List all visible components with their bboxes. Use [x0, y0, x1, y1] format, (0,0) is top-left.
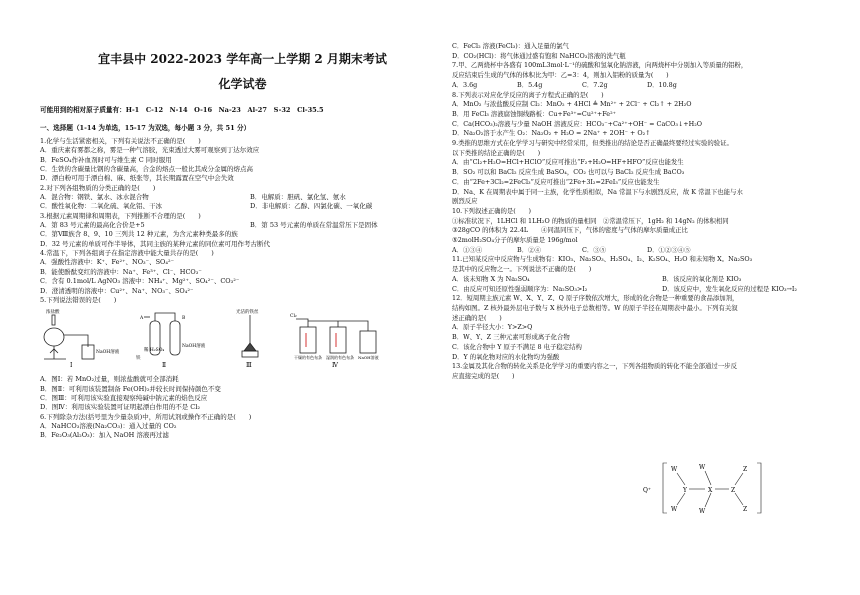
- text-line: 以下类推的结论正确的是( ): [452, 148, 541, 157]
- text-line: 10.下列叙述正确的是( ): [452, 206, 532, 215]
- struct-w1: W: [671, 466, 678, 473]
- text-line: C．该化合物中 Y 原子不满足 8 电子稳定结构: [452, 342, 582, 351]
- text-line: B．FeSO₄作补血剂时可与维生素 C 同时服用: [40, 155, 172, 164]
- left-column: [40, 0, 445, 595]
- question-block-2: [40, 375, 445, 440]
- struct-z2: Z: [743, 466, 748, 473]
- fig-ii-a-label: A: [140, 316, 144, 322]
- text-line: B．W、Y、Z 三种元素可形成离子化合物: [452, 333, 570, 342]
- text-line: C．Ca(HCO₃)₂溶液与少量 NaOH 溶液反应：HCO₃⁻+Ca²⁺+OH⁻ = CaCO₃↓+H₂O: [452, 119, 703, 128]
- text-line: 3.根据元素周期律和周期表，下列推断不合理的是( ): [40, 211, 201, 220]
- apparatus-iv: [296, 319, 376, 353]
- text-line: C．含有 0.1mol/L AgNO₃ 溶液中：NH₄⁺、Mg²⁺、SO₄²⁻、CO₃²⁻: [40, 277, 240, 286]
- text-line: C．由“2Fe+3Cl₂=2FeCl₃”反应可推出“2Fe+3I₂=2FeI₃”反应也能发生: [452, 177, 660, 186]
- text-line: ⑤2molH₂SO₄分子的摩尔质量是 196g/mol: [452, 236, 578, 245]
- text-line: 9.类推的思维方式在化学学习与研究中经常采用，但类推出的结论是否正确最终要经过实验的验证。: [452, 139, 733, 148]
- text-line: A．图Ⅰ：若 MnO₂过量，则浓盐酸就可全部消耗: [40, 375, 179, 384]
- apparatus-iii: [242, 315, 258, 357]
- text-line: 剧烈反应: [452, 197, 478, 206]
- text-line: B．图Ⅱ：可利用该装置制备 Fe(OH)₂并较长时间保持颜色不变: [40, 384, 221, 393]
- text-line: C．生铁的含碳量比钢的含碳量高，合金的熔点一般比其成分金属的熔点高: [40, 165, 253, 174]
- text-line: 8.下列表示对应化学反应的离子方程式正确的是( ): [452, 90, 604, 99]
- subject-title: 化学试卷: [218, 77, 267, 91]
- fig-label-i: Ⅰ: [70, 362, 73, 370]
- fig-i-hcl-label: 浓盐酸: [46, 310, 60, 316]
- question-block-1: [40, 137, 445, 305]
- text-line: D．32 号元素的单质可作半导体，其同主族的某种元素的同位素可用作考古断代: [40, 239, 271, 248]
- option-text: C．7.2g: [582, 80, 608, 89]
- option-text: B．该反应的氧化剂是 KIO₃: [662, 274, 742, 283]
- option-text: A．该未知物 X 为 Na₂SO₄: [452, 274, 530, 283]
- struct-w2: W: [671, 506, 678, 513]
- text-line: C．FeCl₂ 溶液(FeCl₃)：通入足量的氯气: [452, 42, 569, 50]
- option-row: [452, 246, 837, 256]
- text-line: C．第Ⅷ族含 8、9、10 三列共 12 种元素，为含元素种类最多的族: [40, 230, 238, 239]
- text-line: 述正确的是( ): [452, 313, 502, 322]
- text-line: A．MnO₂ 与浓盐酸反应制 Cl₂：MnO₂ + 4HCl ≜ Mn²⁺ + 2Cl⁻ + Cl₂↑ + 2H₂O: [452, 100, 692, 109]
- atomic-masses: 可能用到的相对原子质量有：H-1 C-12 N-14 O-16 Na-23 Al-27 S-32 Cl-35.5: [40, 106, 324, 114]
- option-text: D．10.8g: [647, 80, 677, 89]
- right-column: [452, 0, 837, 595]
- text-line: 应直接完成的是( ): [452, 371, 515, 380]
- fig-i-naoh-label: NaOH溶液: [96, 350, 120, 356]
- text-line: 是其中的反应物之一。下列说法不正确的是( ): [452, 265, 592, 274]
- text-line: A．重庆素有雾都之称，雾是一种气溶胶，光束透过大雾可观察到丁达尔效应: [40, 146, 260, 155]
- option-text: D．非电解质：乙醇、四氯化碳、一氧化碳: [250, 202, 373, 211]
- fig-label-iii: Ⅲ: [246, 362, 252, 370]
- option-text: D．①②③④⑤: [647, 245, 691, 254]
- text-line: A．由“Cl₂+H₂O=HCl+HClO”反应可推出“F₂+H₂O=HF+HFO”反应也能发生: [452, 158, 684, 167]
- text-line: 1.化学与生活紧密相关，下列有关说法不正确的是( ): [40, 137, 201, 145]
- text-line: D．Na、K 在周期表中属于同一主族，化学性质相似，Na 常温下与水剧烈反应，故 K 常温下也能与水: [452, 187, 743, 196]
- text-line: 11.已知某反应中反应物与生成物有：KIO₃、Na₂SO₃、H₂SO₄、I₂、K₂SO₄、H₂O 和未知物 X。Na₂SO₃: [452, 255, 753, 264]
- fig-iv-naoh-label: NaOH溶液: [358, 355, 379, 361]
- fig-label-iv: Ⅳ: [332, 362, 338, 370]
- struct-z1: Z: [731, 487, 736, 494]
- option-text: B．②④: [517, 245, 541, 254]
- fig-ii-fe-label: 铁: [136, 356, 141, 362]
- text-line: D．图Ⅳ：利用该实验装置可证明起漂白作用的不是 Cl₂: [40, 403, 200, 412]
- option-row: [40, 202, 445, 211]
- fig-iv-dry-label: 干燥的有色布条: [294, 355, 322, 361]
- option-row: [40, 193, 445, 202]
- option-text: A．①③④: [452, 245, 483, 254]
- text-line: 6.下列除杂方法(括号里为少量杂质)中，所用试剂或操作不正确的是( ): [40, 412, 252, 421]
- text-line: ③28gCO 的体积为 22.4L ④同温同压下，气体的密度与气体的摩尔质量成正比: [452, 226, 688, 235]
- text-line: D．漂白粉可用于漂白棉、麻、纸张等，其长期露置在空气中会失效: [40, 174, 234, 183]
- text-line: 2.对下列各组物质的分类正确的是( ): [40, 183, 156, 192]
- option-text: B．5.4g: [517, 80, 543, 89]
- option-text: C．由反应可知还原性强弱顺序为：Na₂SO₃>I₂: [452, 284, 588, 293]
- option-row: [452, 285, 837, 295]
- exam-title: 宜丰县中 2022-2023 学年高一上学期 2 月期末考试: [98, 52, 387, 66]
- fig-iv-wet-label: 湿润的有色布条: [326, 355, 354, 361]
- option-text: C．③⑤: [582, 245, 607, 254]
- struct-x: X: [708, 487, 713, 494]
- option-text: C．酸性氧化物：二氧化硫、氧化铝、干冰: [40, 202, 162, 211]
- apparatus-i: [44, 315, 94, 359]
- text-line: B．用 FeCl₃ 溶液腐蚀铜线路板：Cu+Fe³⁺=Cu²⁺+Fe²⁺: [452, 109, 617, 118]
- text-line: A．原子半径大小：Y>Z>Q: [452, 323, 533, 332]
- section-heading: 一、选择题（1-14 为单选，15-17 为双选，每小题 3 分，共 51 分）: [40, 124, 251, 132]
- experiment-figure: [40, 307, 400, 369]
- option-text: A．混合物：钢铁、氯水、冰水混合物: [40, 193, 149, 202]
- text-line: 4.常温下，下列各组离子在指定溶液中能大量共存的是( ): [40, 249, 214, 258]
- text-line: 12．短周期主族元素 W、X、Y、Z、Q 原子序数依次增大，形成的化合物是一种重要的食品添加剂，: [452, 294, 739, 303]
- text-line: 5.下列说法错误的是( ): [40, 295, 117, 304]
- text-line: A．强酸性溶液中：K⁺、Fe²⁺、NO₃⁻、SO₄²⁻: [40, 258, 174, 267]
- text-line: C．图Ⅲ：可利用该实验直接观察纯碱中钠元素的焰色反应: [40, 393, 208, 402]
- fig-ii-naoh-label: NaOH溶液: [182, 344, 206, 350]
- text-line: A．NaHCO₃溶液(Na₂CO₃)：通入过量的 CO₂: [40, 421, 177, 430]
- struct-y: Y: [683, 487, 687, 494]
- text-line: B．Fe₂O₃(Al₂O₃)：加入 NaOH 溶液再过滤: [40, 431, 169, 440]
- text-line: D．CO₂(HCl)：将气体通过盛有饱和 NaHCO₃溶液的洗气瓶: [452, 51, 626, 60]
- struct-q: Q⁺: [643, 487, 652, 494]
- text-line: ①标准状况下，1LHCl 和 1LH₂O 的物质的量相同 ②常温常压下，1gH₂ 和 14gN₂ 的体积相同: [452, 216, 729, 225]
- text-line: 反应结束后生成的气体的体积比为甲：乙=3：4，则加入铝粉的质量为( ): [452, 71, 669, 80]
- option-text: B．第 53 号元素的单质在常温常压下是固体: [250, 221, 378, 230]
- text-line: 7.甲、乙两烧杯中各盛有 100mL3mol·L⁻¹的硫酸和氢氧化钠溶液，向两烧杯中分别加入等质量的铝粉，: [452, 61, 748, 70]
- option-text: A．3.6g: [452, 80, 478, 89]
- text-line: B．能使酚酞变红的溶液中：Na⁺、Fe³⁺、Cl⁻、HCO₃⁻: [40, 267, 202, 276]
- struct-w4: W: [699, 508, 706, 515]
- fig-label-ii: Ⅱ: [162, 362, 167, 370]
- fig-iv-cl2-label: Cl₂: [290, 314, 297, 320]
- text-line: 结构如图。Z 核外最外层电子数与 X 核外电子总数相等。W 的原子半径在周期表中最小。下列有关叙: [452, 303, 738, 312]
- option-row: [452, 81, 837, 91]
- text-line: D．Na₂O₂溶于水产生 O₂：Na₂O₂ + H₂O = 2Na⁺ + 2OH⁻ + O₂↑: [452, 129, 651, 138]
- option-text: A．第 83 号元素的最高化合价是+5: [40, 221, 145, 230]
- struct-z3: Z: [743, 506, 748, 513]
- text-line: D．澄清透明的溶液中：Cu²⁺、Na⁺、NO₃⁻、SO₄²⁻: [40, 286, 194, 295]
- option-text: B．电解质：胆矾、氯化氢、氨水: [250, 193, 346, 202]
- fig-ii-h2so4-label: 稀 H₂SO₄: [144, 348, 165, 354]
- text-line: D．Y 的氧化物对应的水化物均为强酸: [452, 352, 560, 361]
- compound-structure: [643, 459, 767, 517]
- struct-w3: W: [699, 464, 706, 471]
- text-line: B．SO₂ 可以和 BaCl₂ 反应生成 BaSO₄，CO₂ 也可以与 BaCl₂ 反应生成 BaCO₃: [452, 168, 685, 177]
- text-line: 13.金属及其化合物的转化关系是化学学习的重要内容之一，下列各组物质的转化不能全部通过一步反: [452, 362, 737, 371]
- fig-ii-b-label: B: [182, 316, 186, 322]
- option-text: D．该反应中，发生氧化反应的过程是 KIO₃→I₂: [662, 284, 797, 293]
- question-block-3: [452, 42, 837, 382]
- option-row: [452, 275, 837, 285]
- fig-iii-wire-label: 光洁的铁丝: [236, 310, 259, 316]
